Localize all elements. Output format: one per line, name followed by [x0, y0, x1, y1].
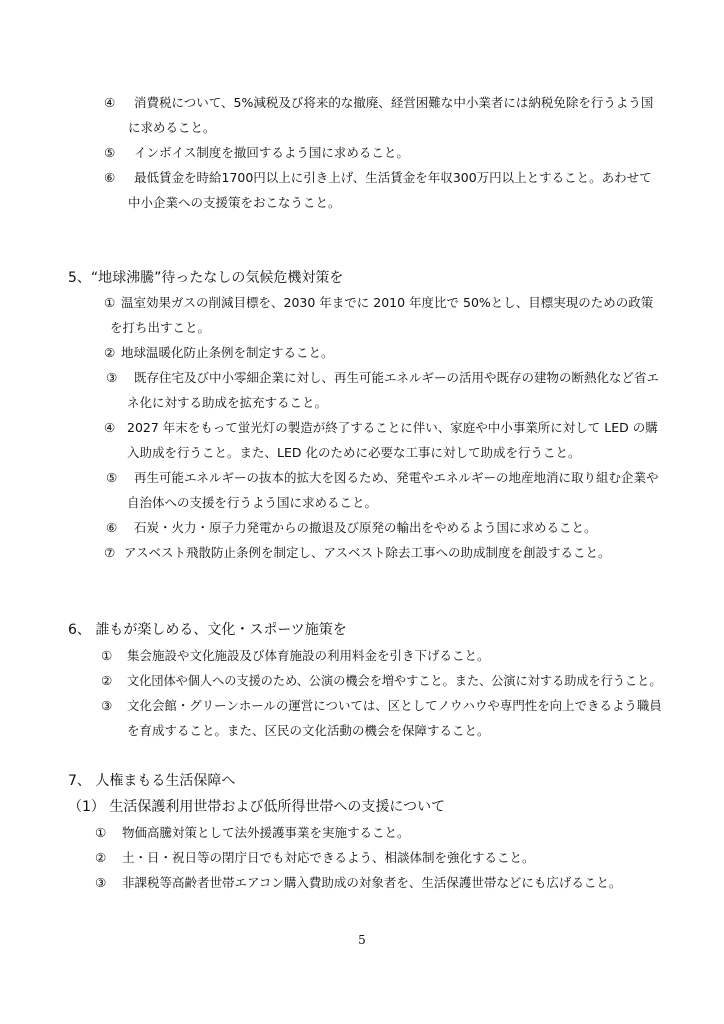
- item-text: を育成すること。また、区民の文化活動の機会を保障すること。: [127, 723, 490, 738]
- item-text: 中小企業への支援策をおこなうこと。: [128, 195, 341, 210]
- item-text: 物価高騰対策として法外援護事業を実施すること。: [122, 825, 410, 840]
- item-number: ②: [104, 345, 116, 360]
- item-text: アスベスト飛散防止条例を制定し、アスベスト除去工事への助成制度を創設すること。: [124, 545, 611, 560]
- item-text: 既存住宅及び中小零細企業に対し、再生可能エネルギーの活用や既存の建物の断熱化など省エ: [134, 370, 660, 385]
- item-text: 消費税について、5%減税及び将来的な撤廃、経営困難な中小業者には納税免除を行うよう国: [134, 95, 654, 110]
- item-number: ④: [104, 95, 116, 110]
- item-number: ⑤: [106, 470, 118, 485]
- section-7-subheading: （1） 生活保護利用世帯および低所得世帯への支援について: [68, 799, 446, 815]
- page-number: 5: [358, 933, 366, 947]
- item-number: ⑥: [106, 520, 118, 535]
- item-text: 最低賃金を時給1700円以上に引き上げ、生活賃金を年収300万円以上とすること。あわせて: [134, 170, 652, 185]
- item-text: インボイス制度を撤回するよう国に求めること。: [134, 145, 409, 160]
- section-6-heading: 6、 誰もが楽しめる、文化・スポーツ施策を: [68, 622, 347, 638]
- item-number: ⑥: [104, 170, 116, 185]
- item-text: 集会施設や文化施設及び体育施設の利用料金を引き下げること。: [127, 648, 490, 663]
- item-text: に求めること。: [128, 120, 216, 135]
- item-text: 文化会館・グリーンホールの運営については、区としてノウハウや専門性を向上できるよう職員: [127, 698, 662, 713]
- item-text: 文化団体や個人への支援のため、公演の機会を増やすこと。また、公演に対する助成を行うこと。: [127, 673, 662, 688]
- item-number: ①: [104, 295, 116, 310]
- item-text: ネ化に対する助成を拡充すること。: [127, 395, 328, 410]
- item-number: ④: [104, 420, 116, 435]
- item-text: 土・日・祝日等の閉庁日でも対応できるよう、相談体制を強化すること。: [122, 850, 535, 865]
- item-number: ⑤: [104, 145, 116, 160]
- item-text: 入助成を行うこと。また、LED 化のために必要な工事に対して助成を行うこと。: [127, 445, 581, 460]
- item-text: 石炭・火力・原子力発電からの撤退及び原発の輸出をやめるよう国に求めること。: [134, 520, 597, 535]
- item-text: 非課税等高齢者世帯エアコン購入費助成の対象者を、生活保護世帯などにも広げること。: [122, 875, 622, 890]
- section-5-heading: 5、“地球沸騰”待ったなしの気候危機対策を: [68, 270, 344, 286]
- item-text: 地球温暖化防止条例を制定すること。: [121, 345, 334, 360]
- item-text: 再生可能エネルギーの抜本的拡大を図るため、発電やエネルギーの地産地消に取り組む企業や: [134, 470, 659, 485]
- item-number: ③: [95, 875, 107, 890]
- item-text: 自治体への支援を行うよう国に求めること。: [127, 495, 378, 510]
- item-number: ③: [106, 370, 118, 385]
- item-number: ⑦: [104, 545, 116, 560]
- section-7-heading: 7、 人権まもる生活保障へ: [68, 773, 236, 789]
- item-text: 2027 年末をもって蛍光灯の製造が終了することに伴い、家庭や中小事業所に対して LED の購: [127, 420, 658, 435]
- item-number: ②: [101, 673, 113, 688]
- item-number: ③: [101, 698, 113, 713]
- item-text: を打ち出すこと。: [110, 320, 211, 335]
- item-number: ②: [95, 850, 107, 865]
- item-number: ①: [101, 648, 113, 663]
- item-text: 温室効果ガスの削減目標を、2030 年までに 2010 年度比で 50%とし、目標実現のための政策: [121, 295, 654, 310]
- item-number: ①: [95, 825, 107, 840]
